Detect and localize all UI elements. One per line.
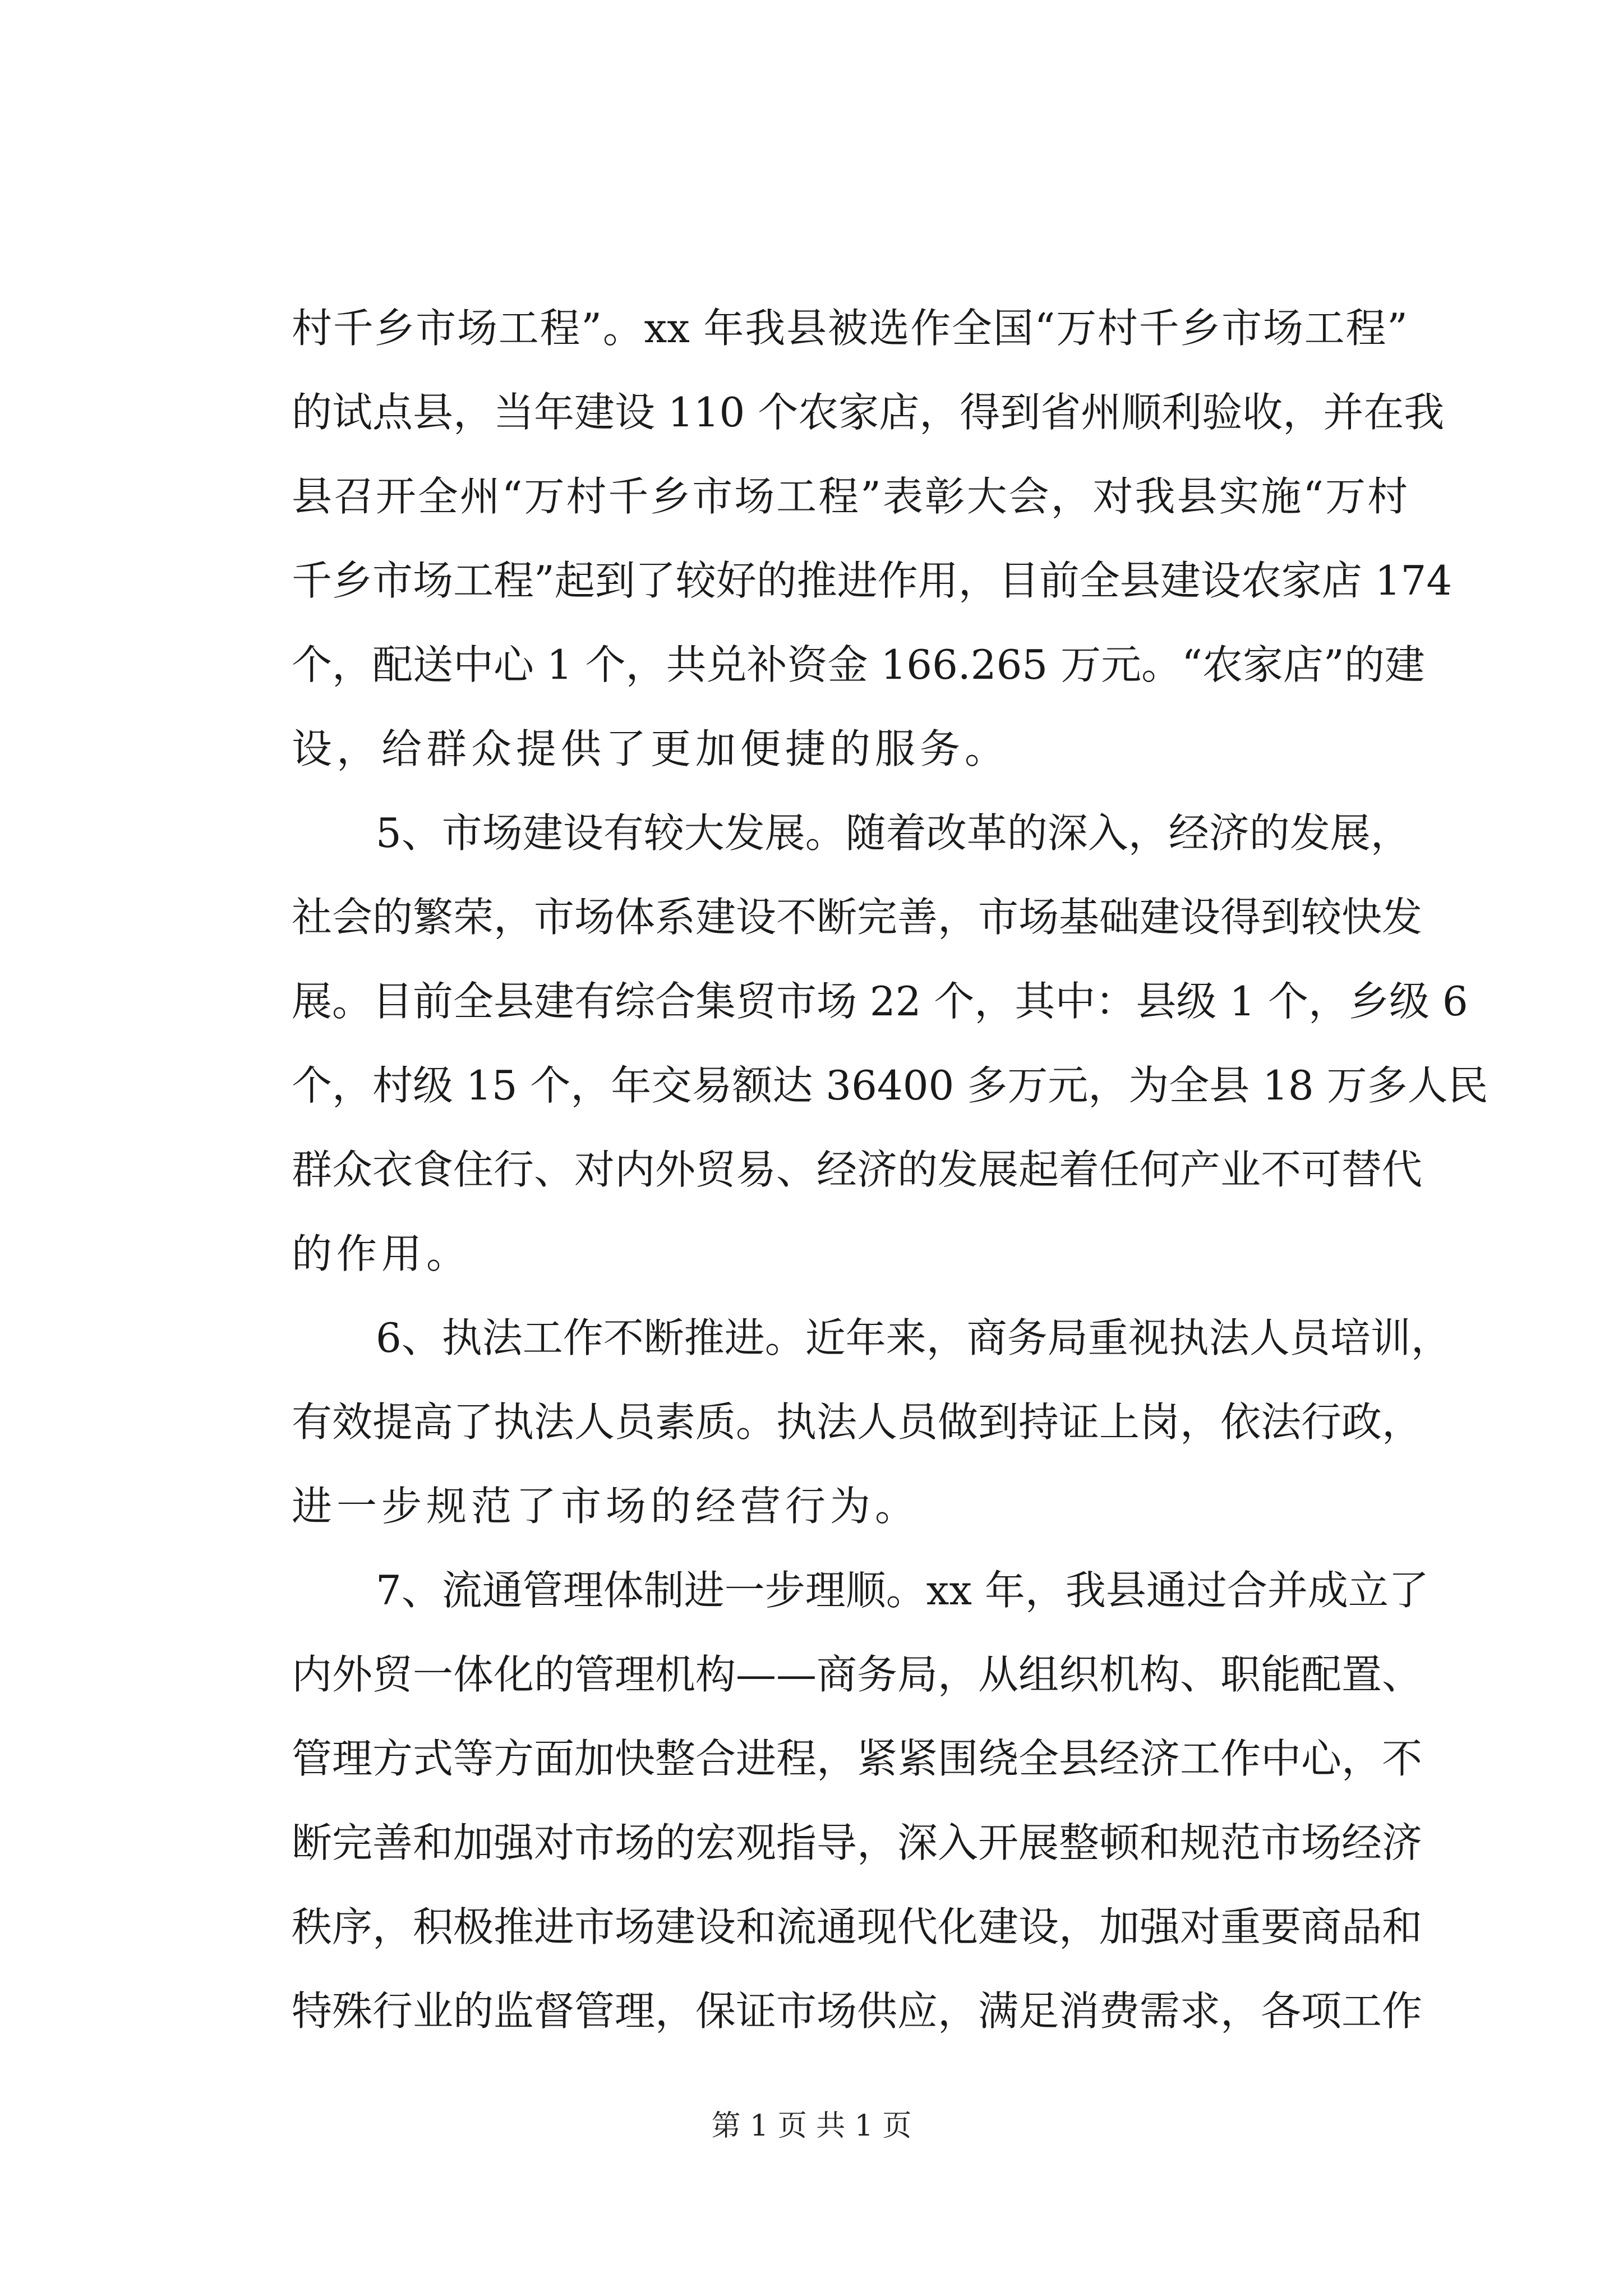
paragraph-5-heading-line: 5、市场建设有较大发展。随着改革的深入，经济的发展， bbox=[376, 809, 1411, 857]
text-line-12: 的作用。 bbox=[292, 1230, 472, 1277]
text-line-6: 设，给群众提供了更加便捷的服务。 bbox=[292, 725, 1010, 772]
text-line-15: 进一步规范了市场的经营行为。 bbox=[292, 1483, 920, 1530]
text-line-19: 断完善和加强对市场的宏观指导，深入开展整顿和规范市场经济 bbox=[292, 1819, 1423, 1866]
text-line-5: 个，配送中心 1 个，共兑补资金 166.265 万元。“农家店”的建 bbox=[292, 641, 1425, 688]
text-line-21: 特殊行业的监督管理，保证市场供应，满足消费需求，各项工作 bbox=[292, 1987, 1423, 2035]
paragraph-6-heading-line: 6、执法工作不断推进。近年来，商务局重视执法人员培训， bbox=[376, 1314, 1451, 1361]
text-line-20: 秩序，积极推进市场建设和流通现代化建设，加强对重要商品和 bbox=[292, 1903, 1423, 1950]
text-line-2: 的试点县，当年建设 110 个农家店，得到省州顺利验收，并在我 bbox=[292, 389, 1445, 436]
text-line-1: 村千乡市场工程”。xx 年我县被选作全国“万村千乡市场工程” bbox=[292, 305, 1408, 352]
text-line-14: 有效提高了执法人员素质。执法人员做到持证上岗，依法行政， bbox=[292, 1398, 1423, 1446]
paragraph-7-heading-line: 7、流通管理体制进一步理顺。xx 年，我县通过合并成立了 bbox=[376, 1567, 1429, 1614]
page-footer: 第 1 页 共 1 页 bbox=[711, 2109, 912, 2143]
text-line-4: 千乡市场工程”起到了较好的推进作用，目前全县建设农家店 174 bbox=[292, 557, 1453, 604]
text-line-18: 管理方式等方面加快整合进程，紧紧围绕全县经济工作中心，不 bbox=[292, 1735, 1423, 1782]
text-line-11: 群众衣食住行、对内外贸易、经济的发展起着任何产业不可替代 bbox=[292, 1146, 1423, 1193]
text-line-3: 县召开全州“万村千乡市场工程”表彰大会，对我县实施“万村 bbox=[292, 473, 1408, 520]
text-line-10: 个，村级 15 个，年交易额达 36400 多万元，为全县 18 万多人民 bbox=[292, 1062, 1488, 1109]
text-line-17: 内外贸一体化的管理机构——商务局，从组织机构、职能配置、 bbox=[292, 1651, 1423, 1698]
text-line-9: 展。目前全县建有综合集贸市场 22 个，其中：县级 1 个，乡级 6 bbox=[292, 978, 1468, 1025]
text-line-8: 社会的繁荣，市场体系建设不断完善，市场基础建设得到较快发 bbox=[292, 894, 1423, 941]
